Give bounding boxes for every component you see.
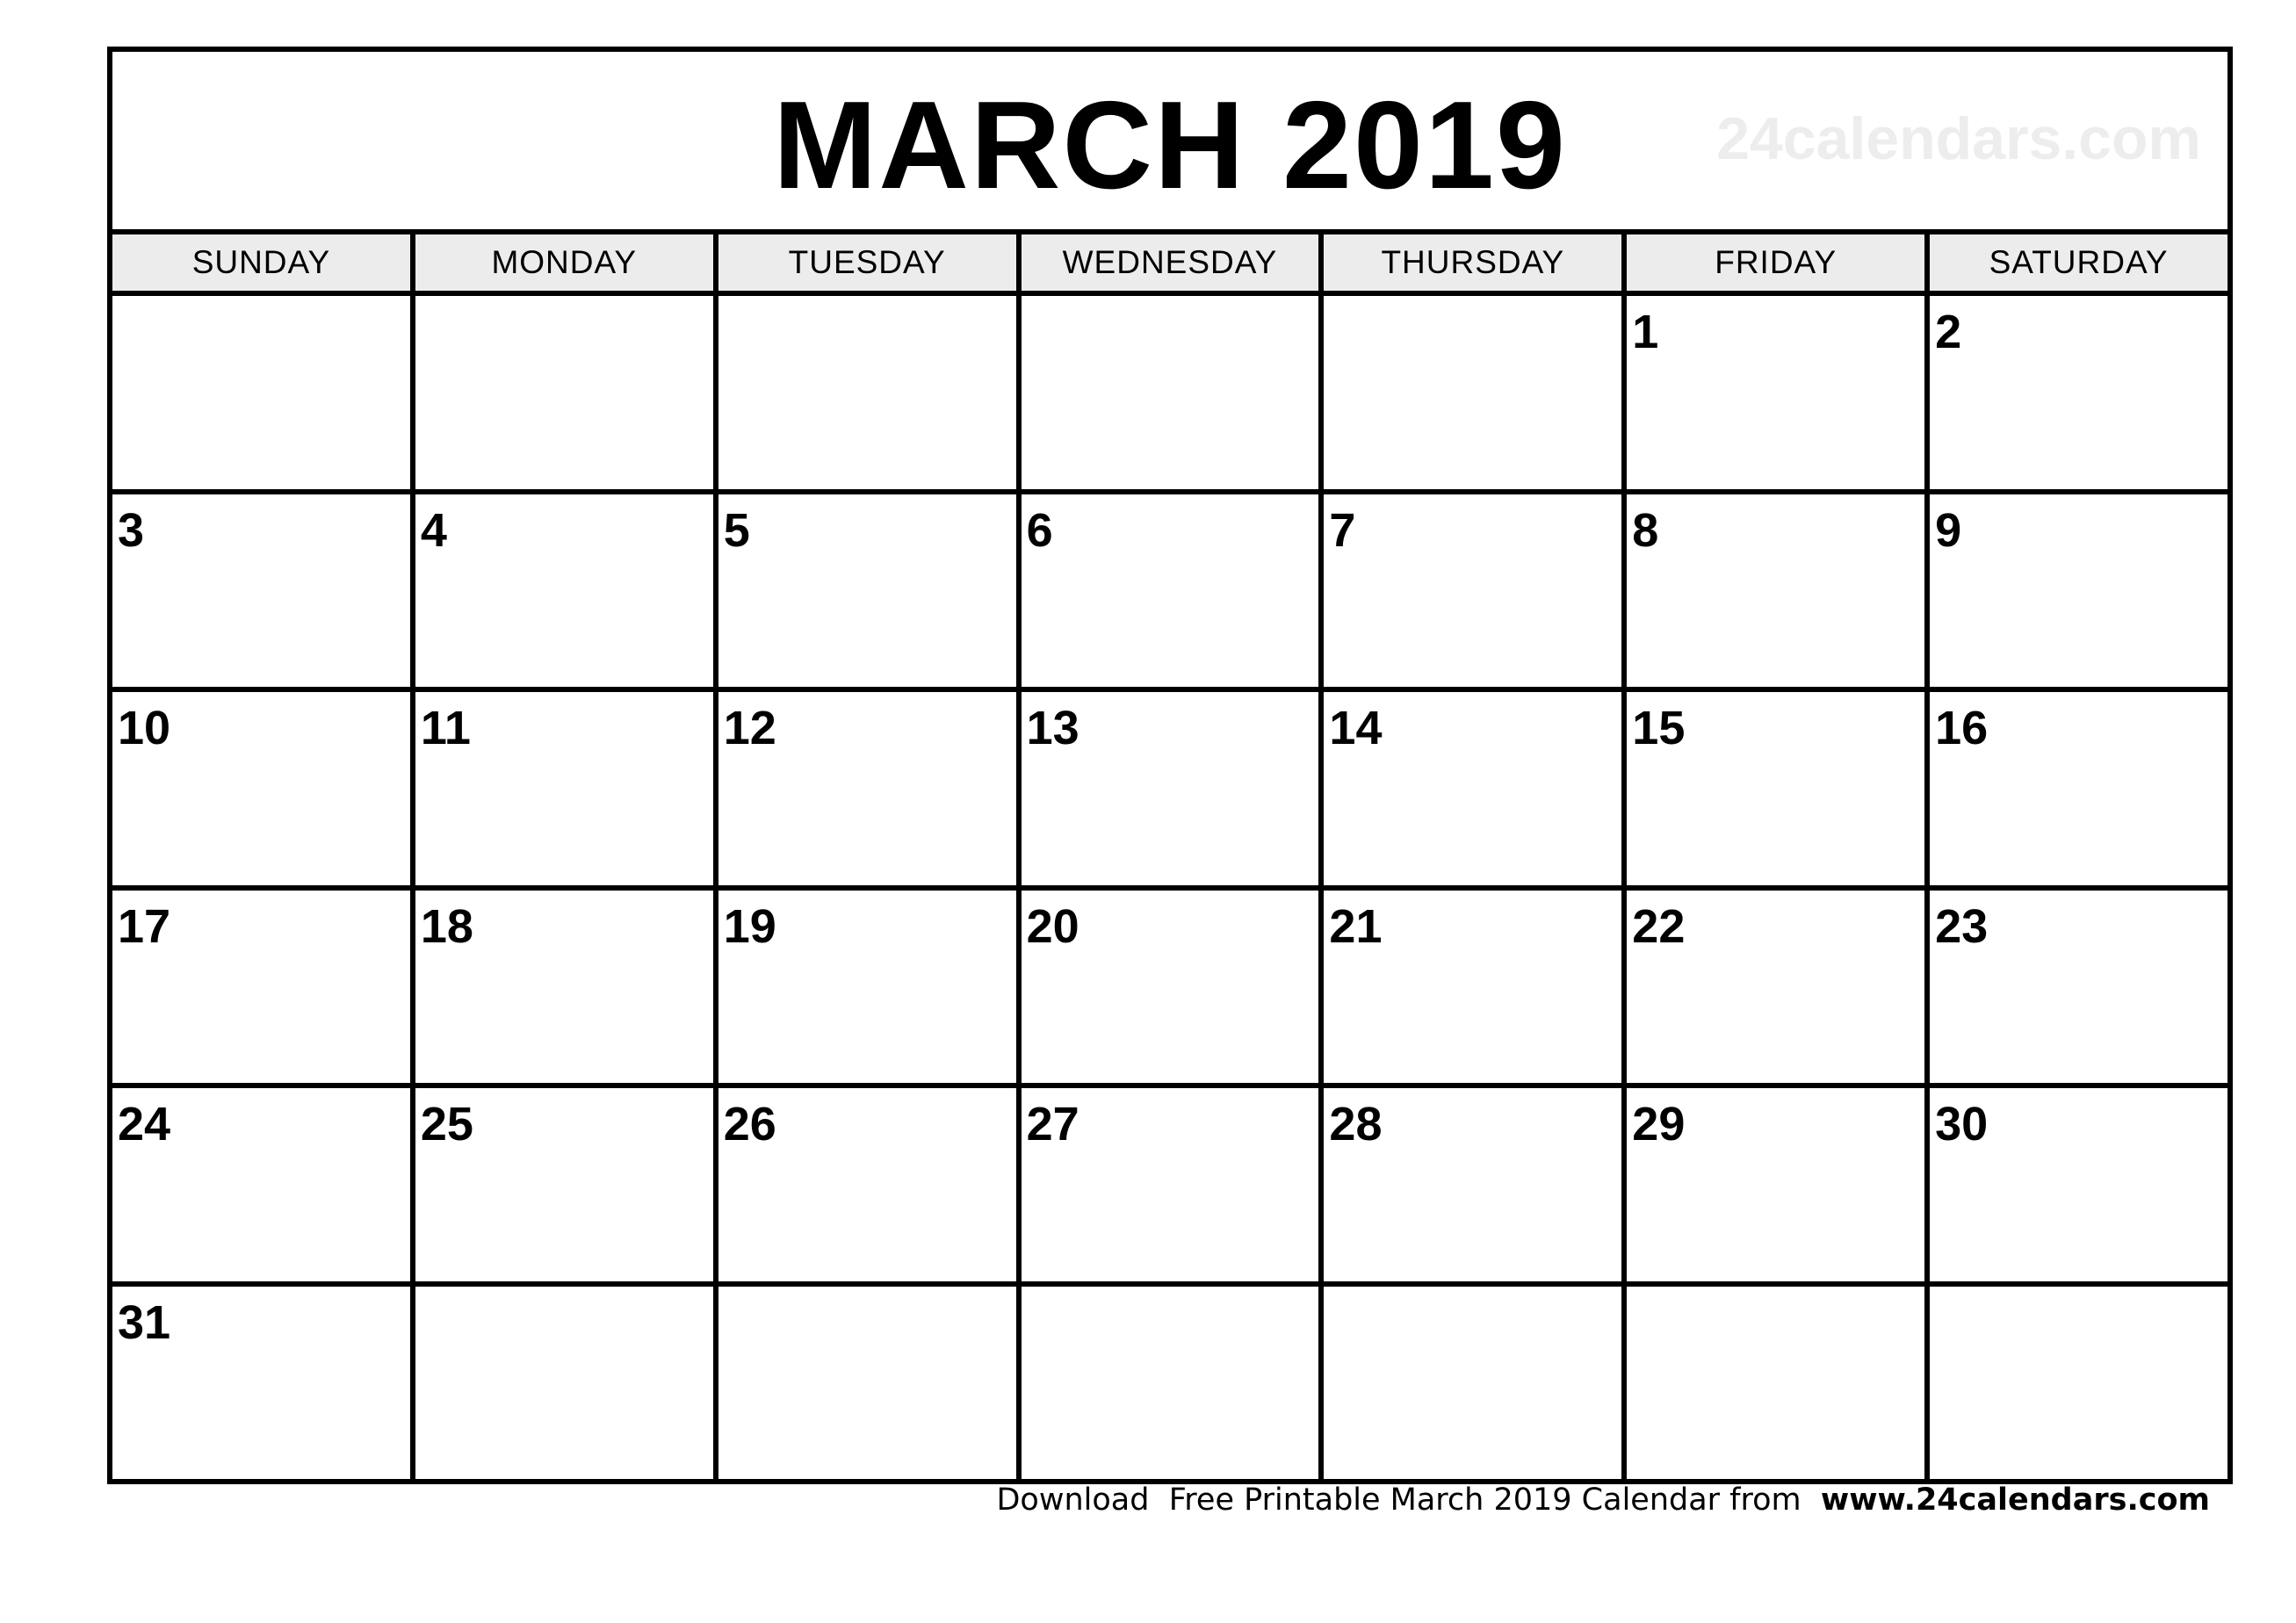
day-cell bbox=[718, 692, 1016, 885]
day-cell bbox=[1324, 891, 1621, 1084]
day-number: 6 bbox=[1026, 503, 1053, 557]
day-number: 12 bbox=[723, 702, 776, 754]
weekday-header-friday: FRIDAY bbox=[1627, 234, 1924, 291]
day-cell bbox=[112, 692, 410, 885]
day-cell bbox=[112, 494, 410, 688]
day-cell bbox=[1930, 692, 2227, 885]
day-cell bbox=[718, 296, 1016, 489]
day-cell bbox=[718, 494, 1016, 688]
footer bbox=[996, 1482, 2210, 1518]
day-number: 13 bbox=[1026, 702, 1079, 754]
day-cell bbox=[1022, 296, 1319, 489]
day-number: 8 bbox=[1632, 503, 1659, 557]
day-number: 20 bbox=[1026, 899, 1079, 953]
weekday-header-tuesday: TUESDAY bbox=[718, 234, 1016, 291]
day-cell bbox=[1022, 494, 1319, 688]
day-cell bbox=[1930, 494, 2227, 688]
weekday-header-thursday: THURSDAY bbox=[1324, 234, 1621, 291]
day-cell bbox=[1022, 692, 1319, 885]
day-number: 9 bbox=[1935, 503, 1962, 557]
day-cell bbox=[112, 1287, 410, 1480]
day-cell bbox=[1324, 692, 1621, 885]
day-cell bbox=[1627, 494, 1924, 688]
day-cell bbox=[1930, 1287, 2227, 1480]
day-cell bbox=[415, 891, 713, 1084]
day-number: 11 bbox=[420, 702, 471, 754]
day-number: 22 bbox=[1632, 899, 1686, 953]
day-number: 29 bbox=[1632, 1098, 1686, 1151]
day-cell bbox=[1627, 891, 1924, 1084]
day-number: 26 bbox=[723, 1098, 776, 1151]
day-cell bbox=[1324, 1287, 1621, 1480]
day-cell bbox=[1930, 1088, 2227, 1281]
day-number: 31 bbox=[118, 1295, 171, 1349]
day-number: 7 bbox=[1329, 503, 1356, 557]
day-number: 23 bbox=[1935, 899, 1989, 953]
day-cell bbox=[718, 891, 1016, 1084]
day-cell bbox=[1627, 692, 1924, 885]
day-cell bbox=[1324, 296, 1621, 489]
day-cell bbox=[1324, 494, 1621, 688]
day-cell bbox=[112, 1088, 410, 1281]
day-number: 19 bbox=[723, 899, 776, 953]
day-number: 16 bbox=[1935, 702, 1989, 754]
weekday-header-saturday: SATURDAY bbox=[1930, 234, 2227, 291]
title-bar bbox=[112, 52, 2227, 229]
calendar-grid bbox=[112, 229, 2227, 1479]
day-number: 4 bbox=[420, 503, 447, 557]
day-cell bbox=[415, 494, 713, 688]
day-number: 1 bbox=[1632, 306, 1659, 358]
day-cell bbox=[415, 1287, 713, 1480]
day-cell bbox=[1324, 1088, 1621, 1281]
day-cell bbox=[718, 1287, 1016, 1480]
day-number: 27 bbox=[1026, 1098, 1079, 1151]
day-cell bbox=[415, 692, 713, 885]
footer-website-link[interactable]: www.24calendars.com bbox=[1820, 1482, 2210, 1518]
day-cell bbox=[1930, 296, 2227, 489]
day-cell bbox=[1930, 891, 2227, 1084]
day-cell bbox=[718, 1088, 1016, 1281]
day-number: 18 bbox=[420, 899, 473, 953]
day-cell bbox=[1022, 1287, 1319, 1480]
day-cell bbox=[112, 891, 410, 1084]
day-cell bbox=[1022, 891, 1319, 1084]
day-cell bbox=[1627, 296, 1924, 489]
day-cell bbox=[415, 296, 713, 489]
day-number: 3 bbox=[118, 503, 145, 557]
day-cell bbox=[1627, 1088, 1924, 1281]
weekday-header-sunday: SUNDAY bbox=[112, 234, 410, 291]
weekday-header-wednesday: WEDNESDAY bbox=[1022, 234, 1319, 291]
day-number: 15 bbox=[1632, 702, 1686, 754]
day-number: 2 bbox=[1935, 306, 1962, 358]
day-number: 5 bbox=[723, 503, 750, 557]
day-number: 25 bbox=[420, 1098, 473, 1151]
calendar bbox=[107, 47, 2233, 1484]
day-number: 17 bbox=[118, 899, 171, 953]
day-number: 24 bbox=[118, 1098, 171, 1151]
day-number: 28 bbox=[1329, 1098, 1383, 1151]
day-number: 10 bbox=[118, 702, 171, 754]
watermark: 24calendars.com bbox=[1716, 105, 2201, 172]
day-cell bbox=[415, 1088, 713, 1281]
day-number: 14 bbox=[1329, 702, 1383, 754]
day-number: 21 bbox=[1329, 899, 1383, 953]
day-cell bbox=[1022, 1088, 1319, 1281]
day-cell bbox=[1627, 1287, 1924, 1480]
weekday-header-monday: MONDAY bbox=[415, 234, 713, 291]
footer-text: Download Free Printable March 2019 Calendar from bbox=[996, 1482, 1821, 1518]
day-number: 30 bbox=[1935, 1098, 1989, 1151]
month-title: MARCH 2019 bbox=[773, 76, 1567, 215]
day-cell bbox=[112, 296, 410, 489]
